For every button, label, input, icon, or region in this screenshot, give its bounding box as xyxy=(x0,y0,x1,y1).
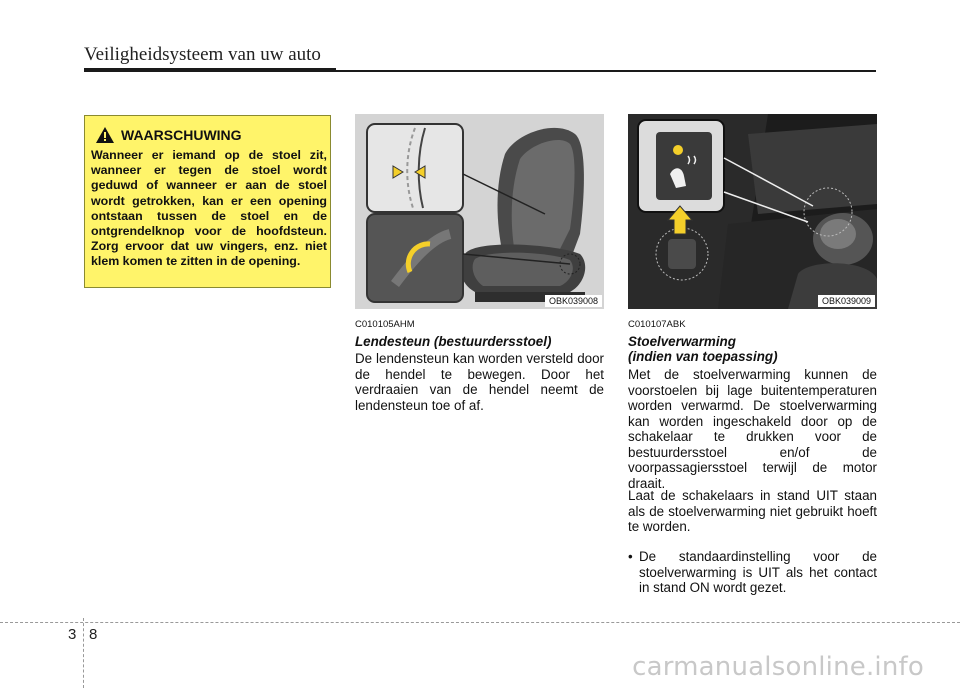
console-illustration xyxy=(628,114,877,309)
header-rule-thick xyxy=(84,68,336,72)
bullet-text: De standaardinstelling voor de stoelverwarming is UIT als het contact in stand ON wordt gezet. xyxy=(639,549,877,595)
section-code: C010107ABK xyxy=(628,319,686,330)
page-header-title: Veiligheidsysteem van uw auto xyxy=(84,44,321,65)
footer-vertical-divider xyxy=(83,618,85,688)
header-rule-thin xyxy=(336,70,876,72)
warning-title: WAARSCHUWING xyxy=(121,127,242,143)
watermark: carmanualsonline.info xyxy=(632,652,924,682)
figure-code: OBK039009 xyxy=(818,295,875,307)
bullet-dot: • xyxy=(628,549,633,564)
warning-box xyxy=(84,115,331,288)
seat-heater-figure xyxy=(628,114,877,309)
section-body: De lendensteun kan worden versteld door de hendel te bewegen. Door het verdraaien van de hendel neemt de lendensteun toe of af. xyxy=(355,351,604,413)
section-title: Lendesteun (bestuurdersstoel) xyxy=(355,334,552,349)
page-number: 8 xyxy=(89,626,98,643)
footer-divider xyxy=(0,622,960,624)
section-subtitle: (indien van toepassing) xyxy=(628,349,778,364)
warning-triangle-icon xyxy=(95,126,115,144)
seat-illustration xyxy=(355,114,604,309)
section-body-2: Laat de schakelaars in stand UIT staan als de stoelverwarming niet gebruikt hoeft te worden. xyxy=(628,488,877,534)
section-body: Met de stoelverwarming kunnen de voorstoelen bij lage buitentemperaturen worden verwarmd. De stoelverwarming kan worden ingeschakeld door op de schakelaar te drukken voor de bestuurdersstoel en/of de voorpassagiersstoel terwijl de motor draait. xyxy=(628,367,877,491)
section-title: Stoelverwarming xyxy=(628,334,736,349)
chapter-number: 3 xyxy=(68,626,77,643)
section-code: C010105AHM xyxy=(355,319,415,330)
warning-text: Wanneer er iemand op de stoel zit, wanneer er tegen de stoel wordt geduwd of wanneer er aan de stoel wordt getrokken, kan er een opening ontstaan tussen de stoel en de ontgrendelknop voor de hoofdsteun. Zorg ervoor dat uw vingers, enz. niet klem komen te zitten in de opening. xyxy=(91,148,327,269)
bullet-item xyxy=(628,549,877,597)
figure-code: OBK039008 xyxy=(545,295,602,307)
lumbar-support-figure xyxy=(355,114,604,309)
warning-header xyxy=(95,126,242,144)
